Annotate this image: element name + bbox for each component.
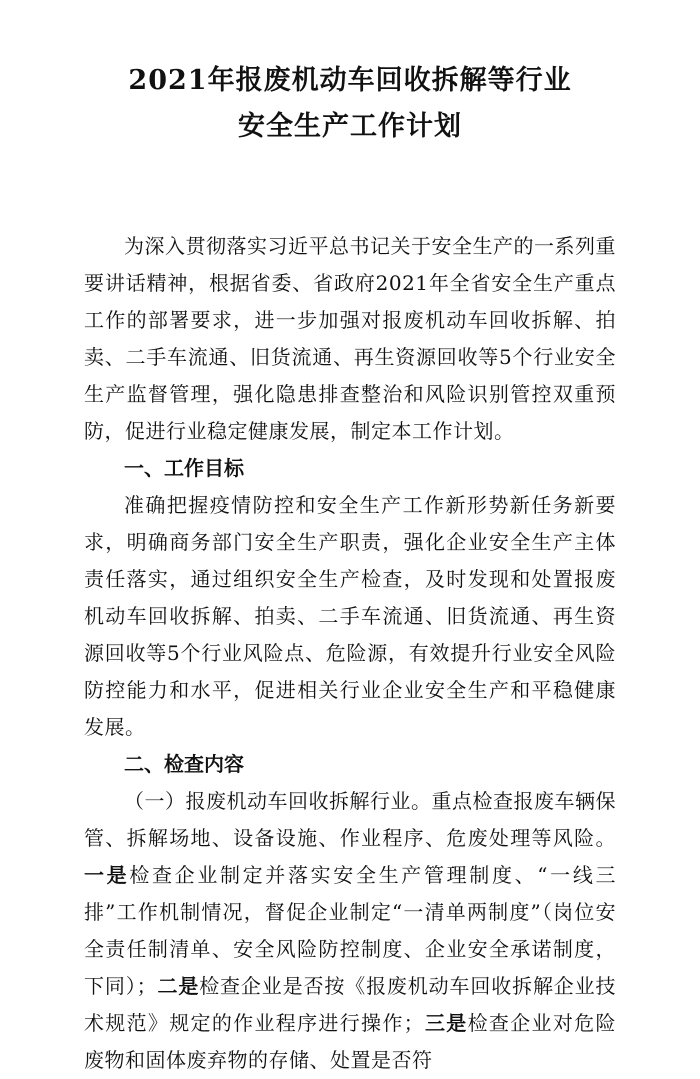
subsection-1-text-d: 检查企业对危险废物和固体废弃物的存储、处置是否符 <box>84 1011 616 1072</box>
subsection-1-point-1-marker: 一是 <box>84 863 130 887</box>
subsection-1-paragraph <box>84 783 616 1079</box>
section-1-paragraph: 准确把握疫情防控和安全生产工作新形势新任务新要求，明确商务部门安全生产职责，强化企业安全生产主体责任落实，通过组织安全生产检查，及时发现和处置报废机动车回收拆解、拍卖、二手车流通、旧货流通、再生资源回收等5个行业风险点、危险源，有效提升行业安全风险防控能力和水平，促进相关行业企业安全生产和平稳健康发展。 <box>84 493 616 739</box>
section-2-heading: 二、检查内容 <box>124 752 244 776</box>
subsection-1-text-b: 检查企业制定并落实安全生产管理制度、“一线三排”工作机制情况，督促企业制定“一清单两制度”（岗位安全责任制清单、安全风险防控制度、企业安全承诺制度，下同）； <box>84 863 616 998</box>
section-1-heading: 一、工作目标 <box>124 456 244 480</box>
title-line-1: 2021年报废机动车回收拆解等行业 <box>128 65 572 96</box>
document-title <box>84 58 616 150</box>
title-spacing <box>84 150 616 228</box>
subsection-1-text-a: （一）报废机动车回收拆解行业。重点检查报废车辆保管、拆解场地、设备设施、作业程序、危废处理等风险。 <box>84 789 616 850</box>
subsection-1-point-2-marker: 二是 <box>157 974 200 998</box>
subsection-1-point-3-marker: 三是 <box>424 1011 468 1035</box>
subsection-1-text-c: 检查企业是否按《报废机动车回收拆解企业技术规范》规定的作业程序进行操作； <box>84 974 617 1035</box>
intro-paragraph: 为深入贯彻落实习近平总书记关于安全生产的一系列重要讲话精神，根据省委、省政府2021年全省安全生产重点工作的部署要求，进一步加强对报废机动车回收拆解、拍卖、二手车流通、旧货流通、再生资源回收等5个行业安全生产监督管理，强化隐患排查整治和风险识别管控双重预防，促进行业稳定健康发展，制定本工作计划。 <box>84 234 616 443</box>
title-line-2: 安全生产工作计划 <box>238 111 462 142</box>
